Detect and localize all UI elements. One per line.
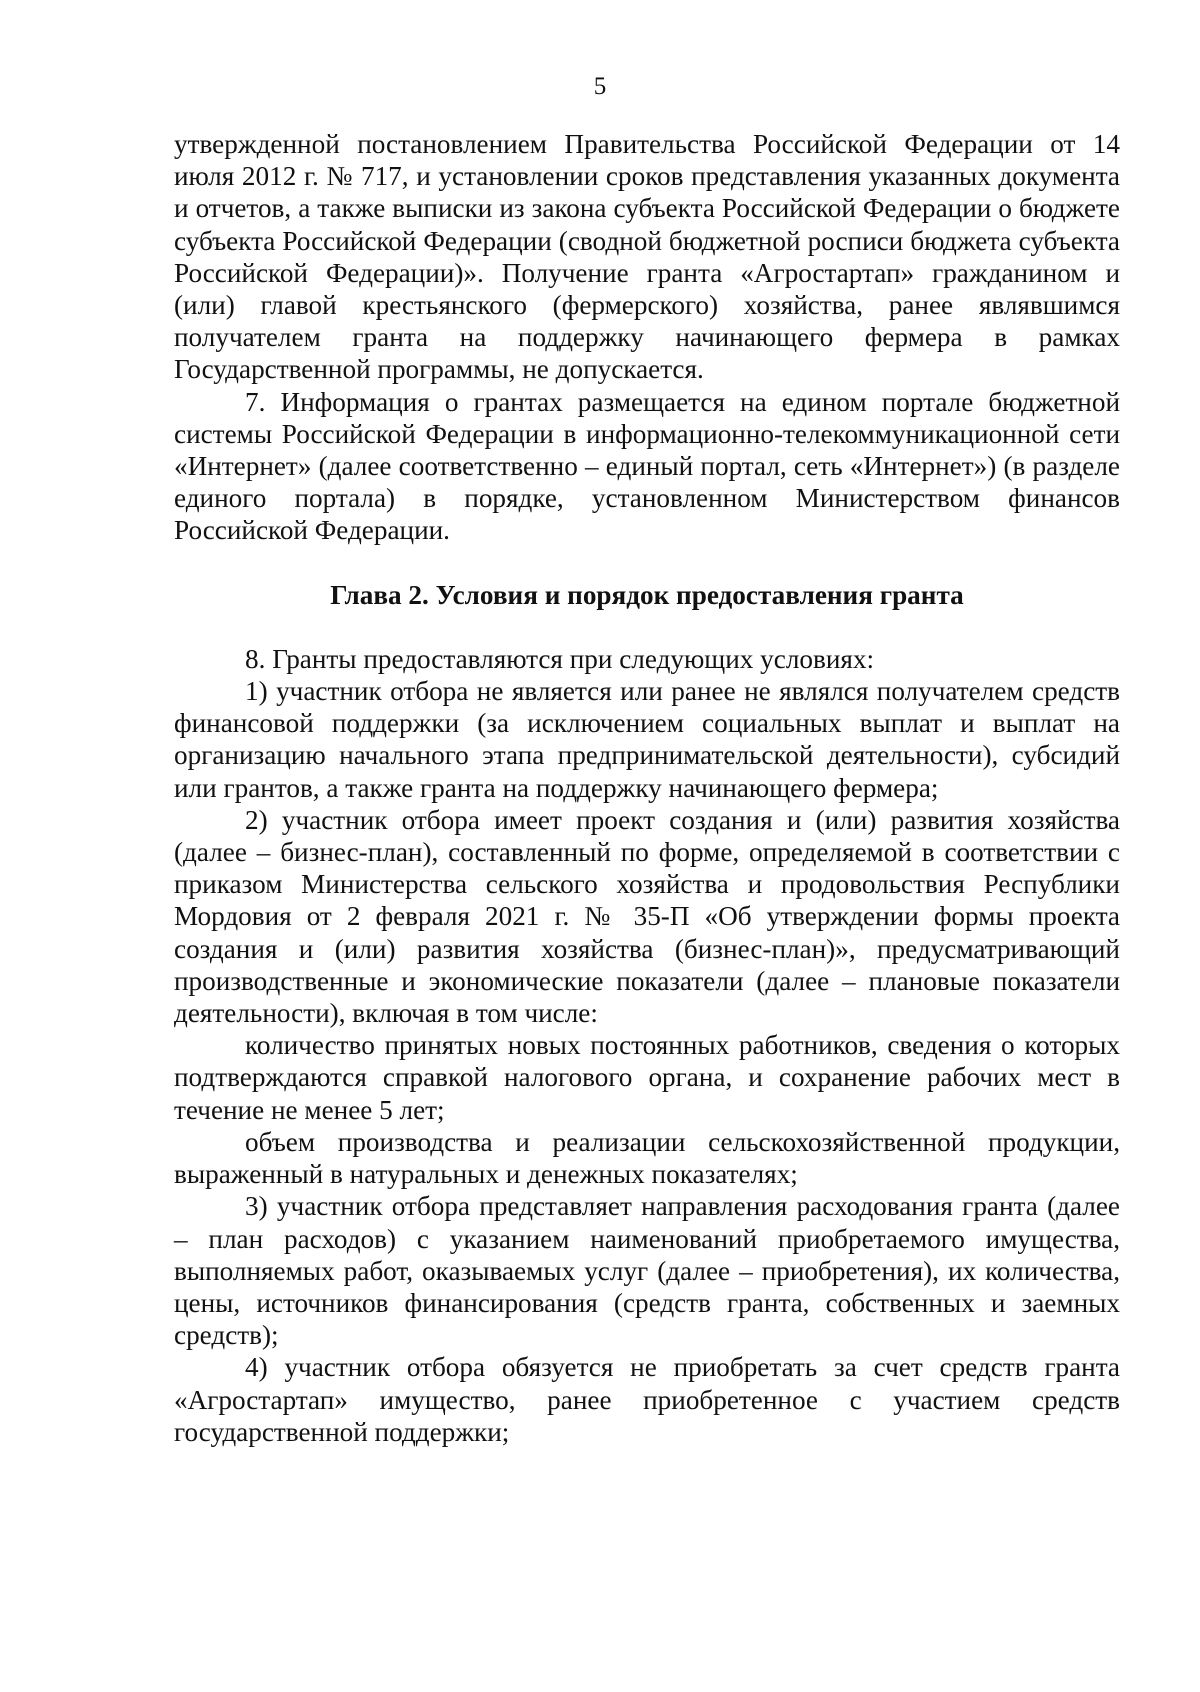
paragraph-8: 8. Гранты предоставляются при следующих условиях: xyxy=(245,643,875,674)
chapter-title: Глава 2. Условия и порядок предоставления гранта xyxy=(330,579,964,610)
paragraph-8-item-1: 1) участник отбора не является или ранее не являлся получателем средств финансовой поддержки (за исключением социальных выплат и выплат на организацию начального этапа предпринимательской деятельности), субсидий или грантов, а также гранта на поддержку начинающего фермера; xyxy=(174,676,1120,803)
paragraph-8-item-2-indicator-2: объем производства и реализации сельскохозяйственной продукции, выраженный в натуральных и денежных показателях; xyxy=(174,1126,1120,1190)
page-number: 5 xyxy=(593,73,607,100)
paragraph-8-item-2-indicator-1: количество принятых новых постоянных работников, сведения о которых подтверждаются справкой налогового органа, и сохранение рабочих мест в течение не менее 5 лет; xyxy=(174,1030,1120,1125)
paragraph-7: 7. Информация о грантах размещается на едином портале бюджетной системы Российской Федерации в информационно-телекоммуникационной сети «Интернет» (далее соответственно – единый портал, сеть «Интернет») (в разделе единого портала) в порядке, установленном Министерством финансов Российской Федерации. xyxy=(174,386,1120,546)
paragraph-8-item-2: 2) участник отбора имеет проект создания и (или) развития хозяйства (далее – бизнес-план), составленный по форме, определяемой в соответствии с приказом Министерства сельского хозяйства и продовольствия Республики Мордовия от 2 февраля 2021 г. № 35-П «Об утверждении формы проекта создания и (или) развития хозяйства (бизнес-план)», предусматривающий производственные и экономические показатели (далее – плановые показатели деятельности), включая в том числе: xyxy=(174,804,1120,1029)
paragraph-8-item-4: 4) участник отбора обязуется не приобретать за счет средств гранта «Агростартап» имущество, ранее приобретенное с участием средств государственной поддержки; xyxy=(174,1352,1120,1447)
paragraph-8-item-3: 3) участник отбора представляет направления расходования гранта (далее – план расходов) с указанием наименований приобретаемого имущества, выполняемых работ, оказываемых услуг (далее – приобретения), их количества, цены, источников финансирования (средств гранта, собственных и заемных средств); xyxy=(174,1191,1120,1351)
paragraph-continuation: утвержденной постановлением Правительства Российской Федерации от 14 июля 2012 г. № 717, и установлении сроков представления указанных документа и отчетов, а также выписки из закона субъекта Российской Федерации о бюджете субъекта Российской Федерации (сводной бюджетной росписи бюджета субъекта Российской Федерации)». Получение гранта «Агростартап» гражданином и (или) главой крестьянского (фермерского) хозяйства, ранее являвшимся получателем гранта на поддержку начинающего фермера в рамках Государственной программы, не допускается. xyxy=(174,129,1120,385)
document-body xyxy=(174,128,1120,1448)
